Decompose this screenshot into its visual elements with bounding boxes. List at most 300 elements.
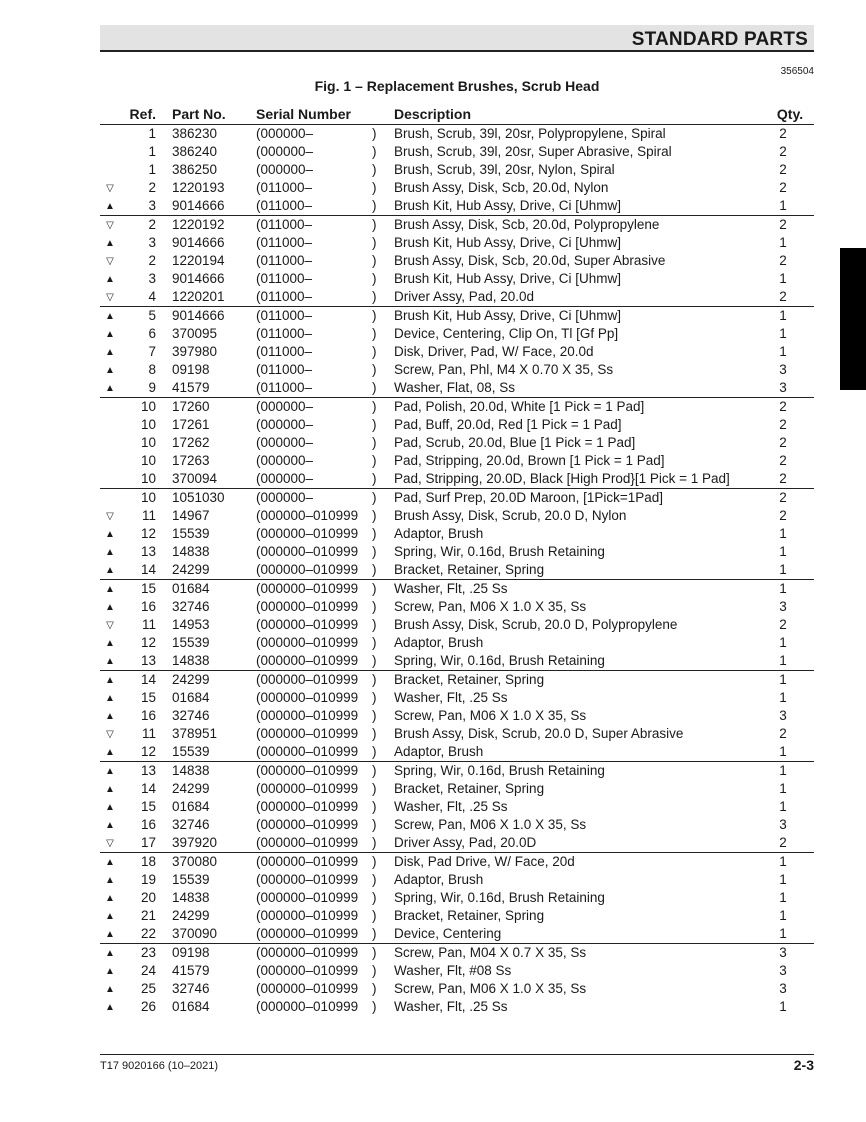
description-cell: Pad, Buff, 20.0d, Red [1 Pick = 1 Pad] xyxy=(394,417,622,432)
serial-close-paren: ) xyxy=(372,380,377,395)
description-cell: Brush, Scrub, 39l, 20sr, Polypropylene, Spiral xyxy=(394,126,666,141)
qty-cell: 1 xyxy=(779,854,787,869)
serial-close-paren: ) xyxy=(372,271,377,286)
table-row xyxy=(100,871,814,889)
ref-cell: 4 xyxy=(148,289,156,304)
table-row xyxy=(100,561,814,580)
row-marker-icon: ▽ xyxy=(106,256,114,267)
qty-cell: 1 xyxy=(779,890,787,905)
row-marker-icon: ▲ xyxy=(105,820,115,831)
description-cell: Adaptor, Brush xyxy=(394,872,484,887)
qty-cell: 1 xyxy=(779,544,787,559)
serial-number-cell: (000000–010999 xyxy=(256,726,359,741)
qty-cell: 2 xyxy=(779,217,787,232)
serial-close-paren: ) xyxy=(372,890,377,905)
part-number-cell: 41579 xyxy=(172,380,210,395)
description-cell: Brush Assy, Disk, Scrub, 20.0 D, Polypropylene xyxy=(394,617,678,632)
ref-cell: 22 xyxy=(140,926,156,941)
table-row xyxy=(100,507,814,525)
table-row xyxy=(100,816,814,834)
table-row xyxy=(100,889,814,907)
description-cell: Bracket, Retainer, Spring xyxy=(394,562,545,577)
serial-number-cell: (011000– xyxy=(256,326,313,341)
description-cell: Brush Kit, Hub Assy, Drive, Ci [Uhmw] xyxy=(394,198,622,213)
serial-number-cell: (011000– xyxy=(256,253,313,268)
ref-cell: 16 xyxy=(140,817,156,832)
serial-close-paren: ) xyxy=(372,217,377,232)
footer-doc-id: T17 9020166 (10–2021) xyxy=(100,1060,219,1072)
serial-close-paren: ) xyxy=(372,763,377,778)
ref-cell: 1 xyxy=(148,162,156,177)
part-number-cell: 14967 xyxy=(172,508,210,523)
description-cell: Disk, Driver, Pad, W/ Face, 20.0d xyxy=(394,344,594,359)
part-number-cell: 01684 xyxy=(172,581,210,596)
serial-close-paren: ) xyxy=(372,781,377,796)
description-cell: Spring, Wir, 0.16d, Brush Retaining xyxy=(394,653,605,668)
serial-number-cell: (011000– xyxy=(256,198,313,213)
table-row xyxy=(100,980,814,998)
table-row xyxy=(100,252,814,270)
serial-number-cell: (011000– xyxy=(256,289,313,304)
description-cell: Spring, Wir, 0.16d, Brush Retaining xyxy=(394,890,605,905)
serial-number-cell: (011000– xyxy=(256,235,313,250)
description-cell: Brush Kit, Hub Assy, Drive, Ci [Uhmw] xyxy=(394,235,622,250)
description-cell: Brush Assy, Disk, Scb, 20.0d, Polypropylene xyxy=(394,217,660,232)
part-number-cell: 9014666 xyxy=(172,235,225,250)
serial-number-cell: (000000–010999 xyxy=(256,653,359,668)
ref-cell: 11 xyxy=(141,726,156,741)
table-row xyxy=(100,762,814,780)
header-band xyxy=(100,25,814,52)
row-marker-icon: ▲ xyxy=(105,347,115,358)
header-ref: Ref. xyxy=(129,106,156,122)
part-number-cell: 14953 xyxy=(172,617,210,632)
qty-cell: 1 xyxy=(779,999,787,1014)
description-cell: Adaptor, Brush xyxy=(394,526,484,541)
qty-cell: 2 xyxy=(779,835,787,850)
qty-cell: 3 xyxy=(779,380,787,395)
serial-number-cell: (000000–010999 xyxy=(256,581,359,596)
row-marker-icon: ▲ xyxy=(105,565,115,576)
part-number-cell: 397920 xyxy=(172,835,218,850)
serial-close-paren: ) xyxy=(372,999,377,1014)
part-number-cell: 01684 xyxy=(172,690,210,705)
ref-cell: 1 xyxy=(148,144,156,159)
part-number-cell: 17262 xyxy=(172,435,210,450)
part-number-cell: 01684 xyxy=(172,799,210,814)
table-row xyxy=(100,853,814,871)
row-marker-icon: ▽ xyxy=(106,220,114,231)
part-number-cell: 15539 xyxy=(172,744,210,759)
ref-cell: 14 xyxy=(140,781,156,796)
row-marker-icon: ▲ xyxy=(105,1002,115,1013)
serial-close-paren: ) xyxy=(372,526,377,541)
ref-cell: 10 xyxy=(140,399,156,414)
table-row xyxy=(100,725,814,743)
row-marker-icon: ▽ xyxy=(106,729,114,740)
serial-close-paren: ) xyxy=(372,180,377,195)
serial-close-paren: ) xyxy=(372,253,377,268)
row-marker-icon: ▲ xyxy=(105,383,115,394)
description-cell: Pad, Polish, 20.0d, White [1 Pick = 1 Pad] xyxy=(394,399,645,414)
header-serial-number: Serial Number xyxy=(256,106,351,122)
qty-cell: 1 xyxy=(779,526,787,541)
description-cell: Adaptor, Brush xyxy=(394,744,484,759)
serial-close-paren: ) xyxy=(372,599,377,614)
table-row xyxy=(100,434,814,452)
description-cell: Pad, Surf Prep, 20.0D Maroon, [1Pick=1Pad] xyxy=(394,490,664,505)
qty-cell: 2 xyxy=(779,508,787,523)
row-marker-icon: ▲ xyxy=(105,711,115,722)
description-cell: Washer, Flt, .25 Ss xyxy=(394,799,508,814)
serial-number-cell: (000000– xyxy=(256,435,314,450)
serial-close-paren: ) xyxy=(372,945,377,960)
description-cell: Washer, Flt, #08 Ss xyxy=(394,963,512,978)
serial-number-cell: (000000–010999 xyxy=(256,945,359,960)
serial-close-paren: ) xyxy=(372,417,377,432)
qty-cell: 3 xyxy=(779,708,787,723)
description-cell: Screw, Pan, Phl, M4 X 0.70 X 35, Ss xyxy=(394,362,614,377)
ref-cell: 3 xyxy=(148,198,156,213)
qty-cell: 1 xyxy=(779,799,787,814)
description-cell: Brush Assy, Disk, Scb, 20.0d, Nylon xyxy=(394,180,609,195)
description-cell: Spring, Wir, 0.16d, Brush Retaining xyxy=(394,544,605,559)
row-marker-icon: ▲ xyxy=(105,529,115,540)
qty-cell: 1 xyxy=(779,908,787,923)
description-cell: Pad, Stripping, 20.0d, Brown [1 Pick = 1 Pad] xyxy=(394,453,665,468)
table-row xyxy=(100,288,814,307)
serial-close-paren: ) xyxy=(372,399,377,414)
part-number-cell: 386230 xyxy=(172,126,218,141)
row-marker-icon: ▲ xyxy=(105,675,115,686)
table-row xyxy=(100,325,814,343)
part-number-cell: 24299 xyxy=(172,562,210,577)
part-number-cell: 386240 xyxy=(172,144,218,159)
serial-number-cell: (000000–010999 xyxy=(256,963,359,978)
table-row xyxy=(100,143,814,161)
row-marker-icon: ▲ xyxy=(105,857,115,868)
serial-number-cell: (011000– xyxy=(256,217,313,232)
ref-cell: 3 xyxy=(148,271,156,286)
ref-cell: 2 xyxy=(148,180,156,195)
part-number-cell: 1220194 xyxy=(172,253,225,268)
serial-close-paren: ) xyxy=(372,635,377,650)
qty-cell: 2 xyxy=(779,162,787,177)
ref-cell: 13 xyxy=(140,653,156,668)
qty-cell: 1 xyxy=(779,635,787,650)
row-marker-icon: ▲ xyxy=(105,656,115,667)
row-marker-icon: ▽ xyxy=(106,292,114,303)
row-marker-icon: ▲ xyxy=(105,784,115,795)
table-row xyxy=(100,543,814,561)
table-row xyxy=(100,398,814,416)
part-number-cell: 370094 xyxy=(172,471,218,486)
table-row xyxy=(100,197,814,216)
qty-cell: 3 xyxy=(779,599,787,614)
part-number-cell: 9014666 xyxy=(172,271,225,286)
ref-cell: 16 xyxy=(140,708,156,723)
serial-close-paren: ) xyxy=(372,544,377,559)
serial-close-paren: ) xyxy=(372,963,377,978)
ref-cell: 15 xyxy=(140,799,156,814)
serial-number-cell: (000000–010999 xyxy=(256,617,359,632)
serial-number-cell: (011000– xyxy=(256,362,313,377)
qty-cell: 1 xyxy=(779,744,787,759)
part-number-cell: 09198 xyxy=(172,362,210,377)
serial-close-paren: ) xyxy=(372,508,377,523)
row-marker-icon: ▲ xyxy=(105,948,115,959)
description-cell: Bracket, Retainer, Spring xyxy=(394,672,545,687)
serial-close-paren: ) xyxy=(372,235,377,250)
qty-cell: 1 xyxy=(779,235,787,250)
serial-close-paren: ) xyxy=(372,471,377,486)
description-cell: Bracket, Retainer, Spring xyxy=(394,781,545,796)
ref-cell: 10 xyxy=(140,471,156,486)
ref-cell: 12 xyxy=(140,744,156,759)
serial-number-cell: (000000–010999 xyxy=(256,526,359,541)
table-row xyxy=(100,598,814,616)
serial-number-cell: (000000–010999 xyxy=(256,890,359,905)
table-row xyxy=(100,416,814,434)
ref-cell: 2 xyxy=(148,217,156,232)
qty-cell: 1 xyxy=(779,308,787,323)
qty-cell: 1 xyxy=(779,781,787,796)
serial-number-cell: (000000–010999 xyxy=(256,544,359,559)
table-row xyxy=(100,489,814,507)
table-row xyxy=(100,179,814,197)
ref-cell: 11 xyxy=(141,617,156,632)
ref-cell: 13 xyxy=(140,544,156,559)
part-number-cell: 32746 xyxy=(172,708,210,723)
ref-cell: 10 xyxy=(140,490,156,505)
serial-number-cell: (000000–010999 xyxy=(256,690,359,705)
description-cell: Brush Assy, Disk, Scrub, 20.0 D, Nylon xyxy=(394,508,627,523)
ref-cell: 1 xyxy=(148,126,156,141)
row-marker-icon: ▲ xyxy=(105,966,115,977)
table-row xyxy=(100,834,814,853)
qty-cell: 1 xyxy=(779,872,787,887)
ref-cell: 11 xyxy=(141,508,156,523)
table-row xyxy=(100,798,814,816)
serial-close-paren: ) xyxy=(372,144,377,159)
serial-close-paren: ) xyxy=(372,453,377,468)
serial-close-paren: ) xyxy=(372,490,377,505)
part-number-cell: 14838 xyxy=(172,544,210,559)
table-row xyxy=(100,343,814,361)
table-row xyxy=(100,125,814,143)
serial-number-cell: (011000– xyxy=(256,344,313,359)
part-number-cell: 17260 xyxy=(172,399,210,414)
ref-cell: 7 xyxy=(148,344,156,359)
serial-number-cell: (000000–010999 xyxy=(256,781,359,796)
table-row xyxy=(100,780,814,798)
qty-cell: 2 xyxy=(779,471,787,486)
serial-number-cell: (000000–010999 xyxy=(256,562,359,577)
serial-close-paren: ) xyxy=(372,690,377,705)
ref-cell: 10 xyxy=(140,417,156,432)
row-marker-icon: ▲ xyxy=(105,766,115,777)
row-marker-icon: ▲ xyxy=(105,365,115,376)
row-marker-icon: ▲ xyxy=(105,329,115,340)
qty-cell: 1 xyxy=(779,198,787,213)
row-marker-icon: ▲ xyxy=(105,547,115,558)
description-cell: Pad, Stripping, 20.0D, Black [High Prod}[1 Pick = 1 Pad] xyxy=(394,471,730,486)
serial-close-paren: ) xyxy=(372,872,377,887)
qty-cell: 1 xyxy=(779,562,787,577)
qty-cell: 1 xyxy=(779,271,787,286)
row-marker-icon: ▲ xyxy=(105,311,115,322)
part-number-cell: 1051030 xyxy=(172,490,225,505)
description-cell: Brush, Scrub, 39l, 20sr, Nylon, Spiral xyxy=(394,162,615,177)
serial-close-paren: ) xyxy=(372,362,377,377)
serial-number-cell: (000000–010999 xyxy=(256,854,359,869)
ref-cell: 6 xyxy=(148,326,156,341)
table-row xyxy=(100,452,814,470)
serial-close-paren: ) xyxy=(372,126,377,141)
serial-number-cell: (000000– xyxy=(256,126,314,141)
serial-close-paren: ) xyxy=(372,926,377,941)
description-cell: Brush Assy, Disk, Scb, 20.0d, Super Abrasive xyxy=(394,253,666,268)
part-number-cell: 370095 xyxy=(172,326,218,341)
qty-cell: 2 xyxy=(779,435,787,450)
ref-cell: 12 xyxy=(140,526,156,541)
part-number-cell: 370090 xyxy=(172,926,218,941)
ref-cell: 21 xyxy=(140,908,156,923)
serial-close-paren: ) xyxy=(372,708,377,723)
table-header xyxy=(100,106,814,125)
qty-cell: 2 xyxy=(779,453,787,468)
qty-cell: 2 xyxy=(779,126,787,141)
part-number-cell: 386250 xyxy=(172,162,218,177)
table-row xyxy=(100,652,814,671)
parts-table xyxy=(100,106,814,1016)
part-number-cell: 15539 xyxy=(172,635,210,650)
serial-close-paren: ) xyxy=(372,344,377,359)
part-number-cell: 14838 xyxy=(172,890,210,905)
ref-cell: 25 xyxy=(140,981,156,996)
serial-number-cell: (011000– xyxy=(256,380,313,395)
description-cell: Bracket, Retainer, Spring xyxy=(394,908,545,923)
serial-close-paren: ) xyxy=(372,672,377,687)
row-marker-icon: ▽ xyxy=(106,838,114,849)
row-marker-icon: ▲ xyxy=(105,875,115,886)
part-number-cell: 14838 xyxy=(172,653,210,668)
part-number-cell: 15539 xyxy=(172,872,210,887)
part-number-cell: 24299 xyxy=(172,781,210,796)
ref-cell: 8 xyxy=(148,362,156,377)
description-cell: Washer, Flat, 08, Ss xyxy=(394,380,516,395)
part-number-cell: 09198 xyxy=(172,945,210,960)
qty-cell: 1 xyxy=(779,672,787,687)
ref-cell: 16 xyxy=(140,599,156,614)
row-marker-icon: ▲ xyxy=(105,893,115,904)
row-marker-icon: ▽ xyxy=(106,511,114,522)
serial-close-paren: ) xyxy=(372,162,377,177)
part-number-cell: 14838 xyxy=(172,763,210,778)
ref-cell: 19 xyxy=(140,872,156,887)
description-cell: Driver Assy, Pad, 20.0d xyxy=(394,289,535,304)
serial-close-paren: ) xyxy=(372,799,377,814)
qty-cell: 1 xyxy=(779,326,787,341)
section-tab xyxy=(840,248,866,390)
ref-cell: 26 xyxy=(140,999,156,1014)
serial-number-cell: (000000– xyxy=(256,399,314,414)
description-cell: Disk, Pad Drive, W/ Face, 20d xyxy=(394,854,575,869)
ref-cell: 15 xyxy=(140,581,156,596)
serial-close-paren: ) xyxy=(372,726,377,741)
table-row xyxy=(100,907,814,925)
table-row xyxy=(100,925,814,944)
part-number-cell: 397980 xyxy=(172,344,218,359)
table-row xyxy=(100,216,814,234)
footer-divider xyxy=(100,1054,814,1055)
description-cell: Device, Centering xyxy=(394,926,502,941)
description-cell: Brush Kit, Hub Assy, Drive, Ci [Uhmw] xyxy=(394,271,622,286)
qty-cell: 2 xyxy=(779,490,787,505)
part-number-cell: 17261 xyxy=(172,417,210,432)
part-number-cell: 9014666 xyxy=(172,308,225,323)
row-marker-icon: ▲ xyxy=(105,602,115,613)
row-marker-icon: ▽ xyxy=(106,620,114,631)
part-number-cell: 41579 xyxy=(172,963,210,978)
description-cell: Screw, Pan, M06 X 1.0 X 35, Ss xyxy=(394,817,587,832)
table-row xyxy=(100,634,814,652)
part-number-cell: 17263 xyxy=(172,453,210,468)
serial-close-paren: ) xyxy=(372,854,377,869)
table-row xyxy=(100,707,814,725)
part-number-cell: 370080 xyxy=(172,854,218,869)
page-title: STANDARD PARTS xyxy=(631,29,808,50)
description-cell: Brush, Scrub, 39l, 20sr, Super Abrasive, Spiral xyxy=(394,144,672,159)
part-number-cell: 9014666 xyxy=(172,198,225,213)
serial-close-paren: ) xyxy=(372,835,377,850)
serial-number-cell: (000000–010999 xyxy=(256,672,359,687)
ref-cell: 10 xyxy=(140,453,156,468)
qty-cell: 2 xyxy=(779,144,787,159)
serial-number-cell: (000000–010999 xyxy=(256,599,359,614)
part-number-cell: 24299 xyxy=(172,908,210,923)
serial-close-paren: ) xyxy=(372,744,377,759)
table-row xyxy=(100,616,814,634)
table-body xyxy=(100,125,814,1016)
serial-number-cell: (000000– xyxy=(256,453,314,468)
header-part-no: Part No. xyxy=(172,106,226,122)
qty-cell: 2 xyxy=(779,617,787,632)
serial-number-cell: (000000–010999 xyxy=(256,981,359,996)
part-number-cell: 15539 xyxy=(172,526,210,541)
serial-number-cell: (000000–010999 xyxy=(256,799,359,814)
table-row xyxy=(100,743,814,762)
ref-cell: 5 xyxy=(148,308,156,323)
qty-cell: 2 xyxy=(779,417,787,432)
serial-number-cell: (011000– xyxy=(256,180,313,195)
table-row xyxy=(100,689,814,707)
serial-number-cell: (000000–010999 xyxy=(256,908,359,923)
row-marker-icon: ▲ xyxy=(105,584,115,595)
serial-number-cell: (000000– xyxy=(256,162,314,177)
part-number-cell: 32746 xyxy=(172,599,210,614)
serial-close-paren: ) xyxy=(372,198,377,213)
part-number-cell: 1220192 xyxy=(172,217,225,232)
serial-number-cell: (000000–010999 xyxy=(256,999,359,1014)
table-row xyxy=(100,234,814,252)
qty-cell: 1 xyxy=(779,344,787,359)
serial-close-paren: ) xyxy=(372,653,377,668)
serial-close-paren: ) xyxy=(372,908,377,923)
row-marker-icon: ▽ xyxy=(106,183,114,194)
qty-cell: 3 xyxy=(779,981,787,996)
qty-cell: 2 xyxy=(779,180,787,195)
